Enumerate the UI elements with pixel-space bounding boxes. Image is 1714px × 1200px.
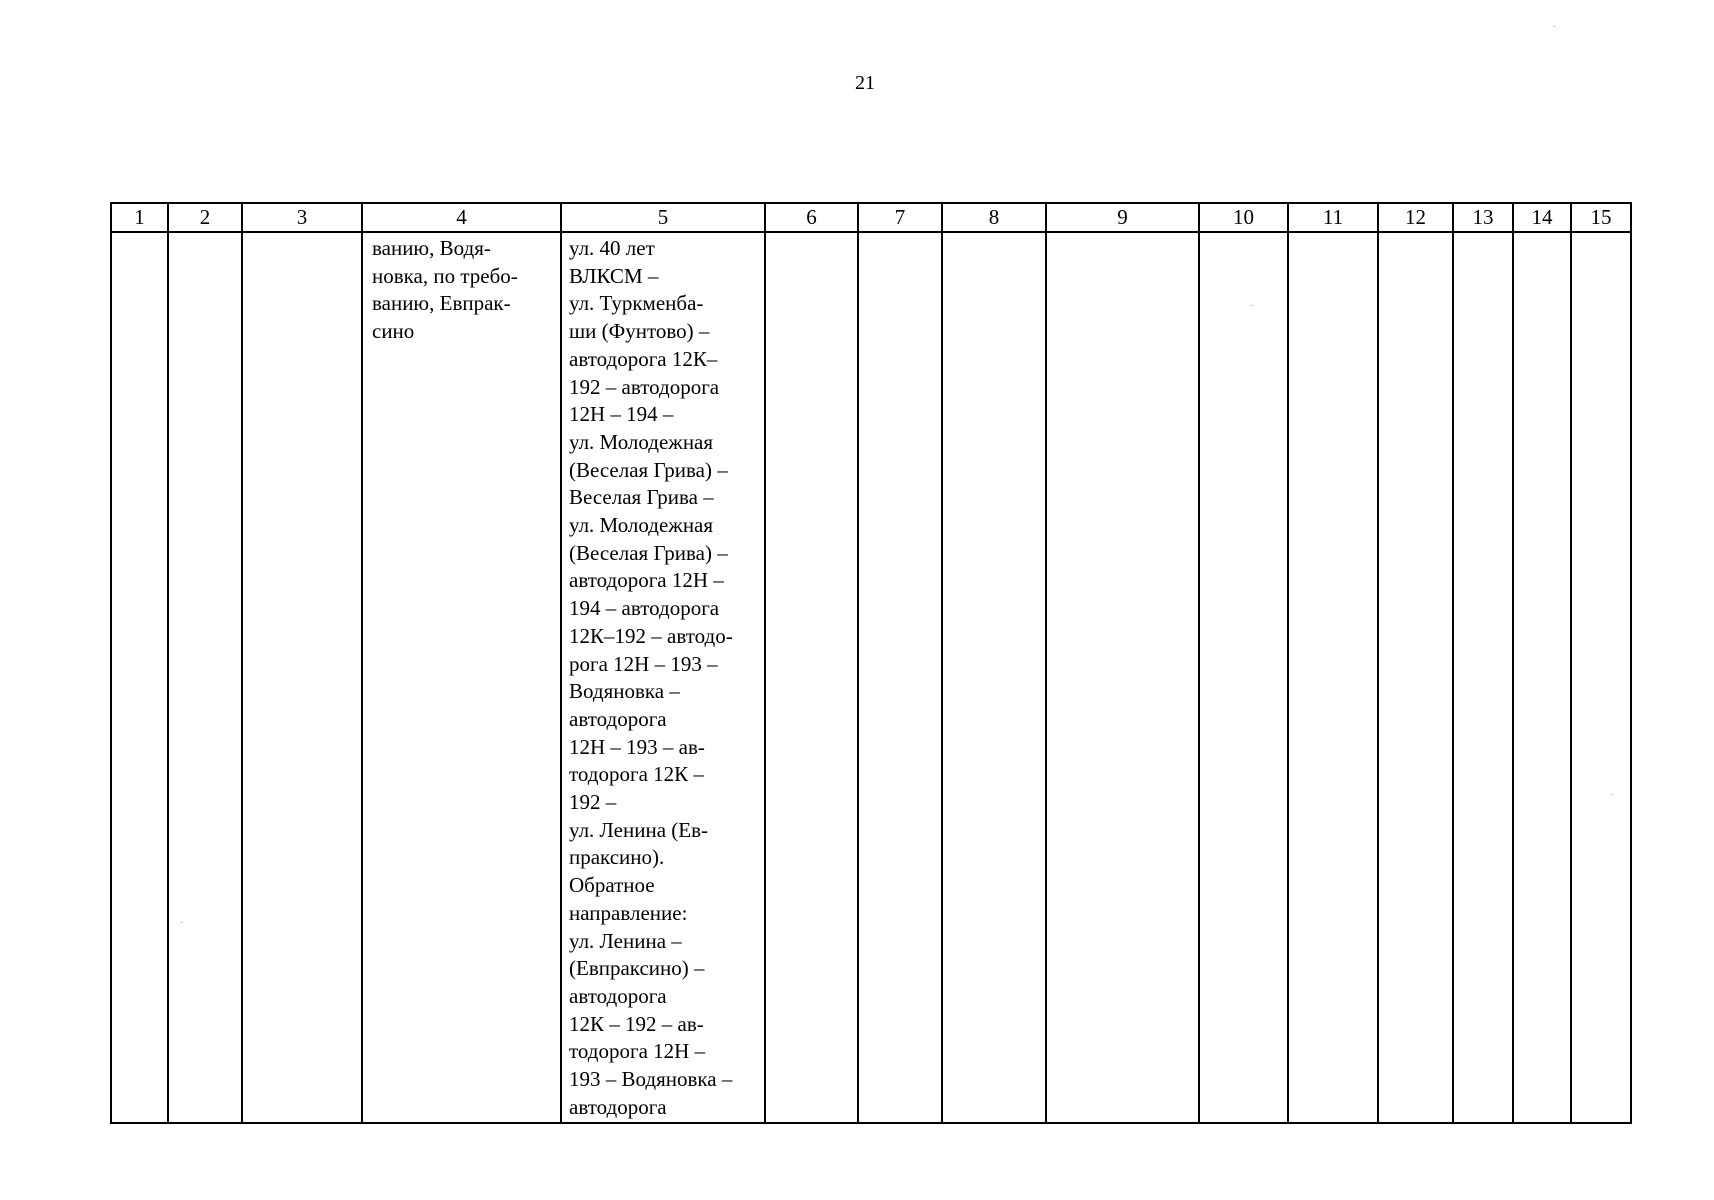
text-line: тодорога 12К – (569, 762, 704, 787)
column-header-7: 7 (858, 203, 942, 232)
text-line: рога 12Н – 193 – (569, 651, 718, 676)
text-line: сино (372, 319, 415, 344)
text-line: ул. Молодежная (569, 513, 714, 538)
text-line: ул. Молодежная (569, 429, 714, 454)
column-header-11: 11 (1288, 203, 1378, 232)
column-header-12: 12 (1378, 203, 1453, 232)
text-line: автодорога 12К– (569, 346, 718, 371)
column-header-15: 15 (1571, 203, 1631, 232)
text-line: праксино). (569, 845, 665, 870)
column-header-2: 2 (168, 203, 242, 232)
cell-col9 (1046, 232, 1199, 1123)
route-path-text (562, 233, 764, 1122)
column-header-6: 6 (765, 203, 858, 232)
column-number-row (111, 203, 1631, 232)
column-header-4: 4 (362, 203, 561, 232)
text-line: ул. Ленина – (569, 928, 682, 953)
column-header-8: 8 (942, 203, 1046, 232)
cell-col7 (858, 232, 942, 1123)
text-line: новка, по требо- (372, 263, 518, 288)
text-line: ши (Фунтово) – (569, 319, 710, 344)
text-line: автодорога (569, 1094, 667, 1119)
text-line: автодорога 12Н – (569, 568, 724, 593)
cell-col8 (942, 232, 1046, 1123)
scan-speck (180, 922, 183, 923)
text-line: 12Н – 194 – (569, 402, 674, 427)
column-header-1: 1 (111, 203, 168, 232)
text-line: направление: (569, 900, 688, 925)
text-line: автодорога (569, 706, 667, 731)
text-line: 12К–192 – автодо- (569, 623, 733, 648)
column-header-10: 10 (1199, 203, 1288, 232)
text-line: Веселая Грива – (569, 485, 714, 510)
cell-col2 (168, 232, 242, 1123)
text-line: ул. 40 лет (569, 236, 655, 260)
text-line: 12Н – 193 – ав- (569, 734, 705, 759)
text-line: 193 – Водяновка – (569, 1067, 733, 1092)
text-line: (Евпраксино) – (569, 956, 705, 981)
text-line: 194 – автодорога (569, 596, 720, 621)
text-line: (Веселая Грива) – (569, 540, 728, 565)
text-line: автодорога (569, 983, 667, 1008)
cell-col15 (1571, 232, 1631, 1123)
text-line: 12К – 192 – ав- (569, 1011, 704, 1036)
text-line: Водяновка – (569, 679, 680, 704)
cell-col12 (1378, 232, 1453, 1123)
text-line: Обратное (569, 873, 655, 898)
column-header-3: 3 (242, 203, 362, 232)
cell-col6 (765, 232, 858, 1123)
text-line: ул. Туркменба- (569, 291, 704, 316)
scan-speck (1610, 794, 1613, 795)
cell-route-path (561, 232, 765, 1123)
text-line: (Веселая Грива) – (569, 457, 728, 482)
cell-col11 (1288, 232, 1378, 1123)
cell-col10 (1199, 232, 1288, 1123)
text-line: 192 – (569, 790, 617, 815)
cell-stops (362, 232, 561, 1123)
column-header-14: 14 (1513, 203, 1571, 232)
page-number: 21 (855, 72, 875, 94)
text-line: ванию, Водя- (372, 236, 491, 260)
stops-text (363, 233, 560, 346)
text-line: ВЛКСМ – (569, 263, 659, 288)
scan-speck (1553, 26, 1556, 27)
cell-col3 (242, 232, 362, 1123)
text-line: тодорога 12Н – (569, 1039, 706, 1064)
cell-col14 (1513, 232, 1571, 1123)
text-line: ул. Ленина (Ев- (569, 817, 708, 842)
route-table (110, 202, 1632, 1124)
text-line: ванию, Евпрак- (372, 291, 511, 316)
column-header-9: 9 (1046, 203, 1199, 232)
column-header-13: 13 (1453, 203, 1513, 232)
table-row (111, 232, 1631, 1123)
cell-col1 (111, 232, 168, 1123)
text-line: 192 – автодорога (569, 374, 720, 399)
scan-speck (1250, 305, 1253, 306)
column-header-5: 5 (561, 203, 765, 232)
cell-col13 (1453, 232, 1513, 1123)
